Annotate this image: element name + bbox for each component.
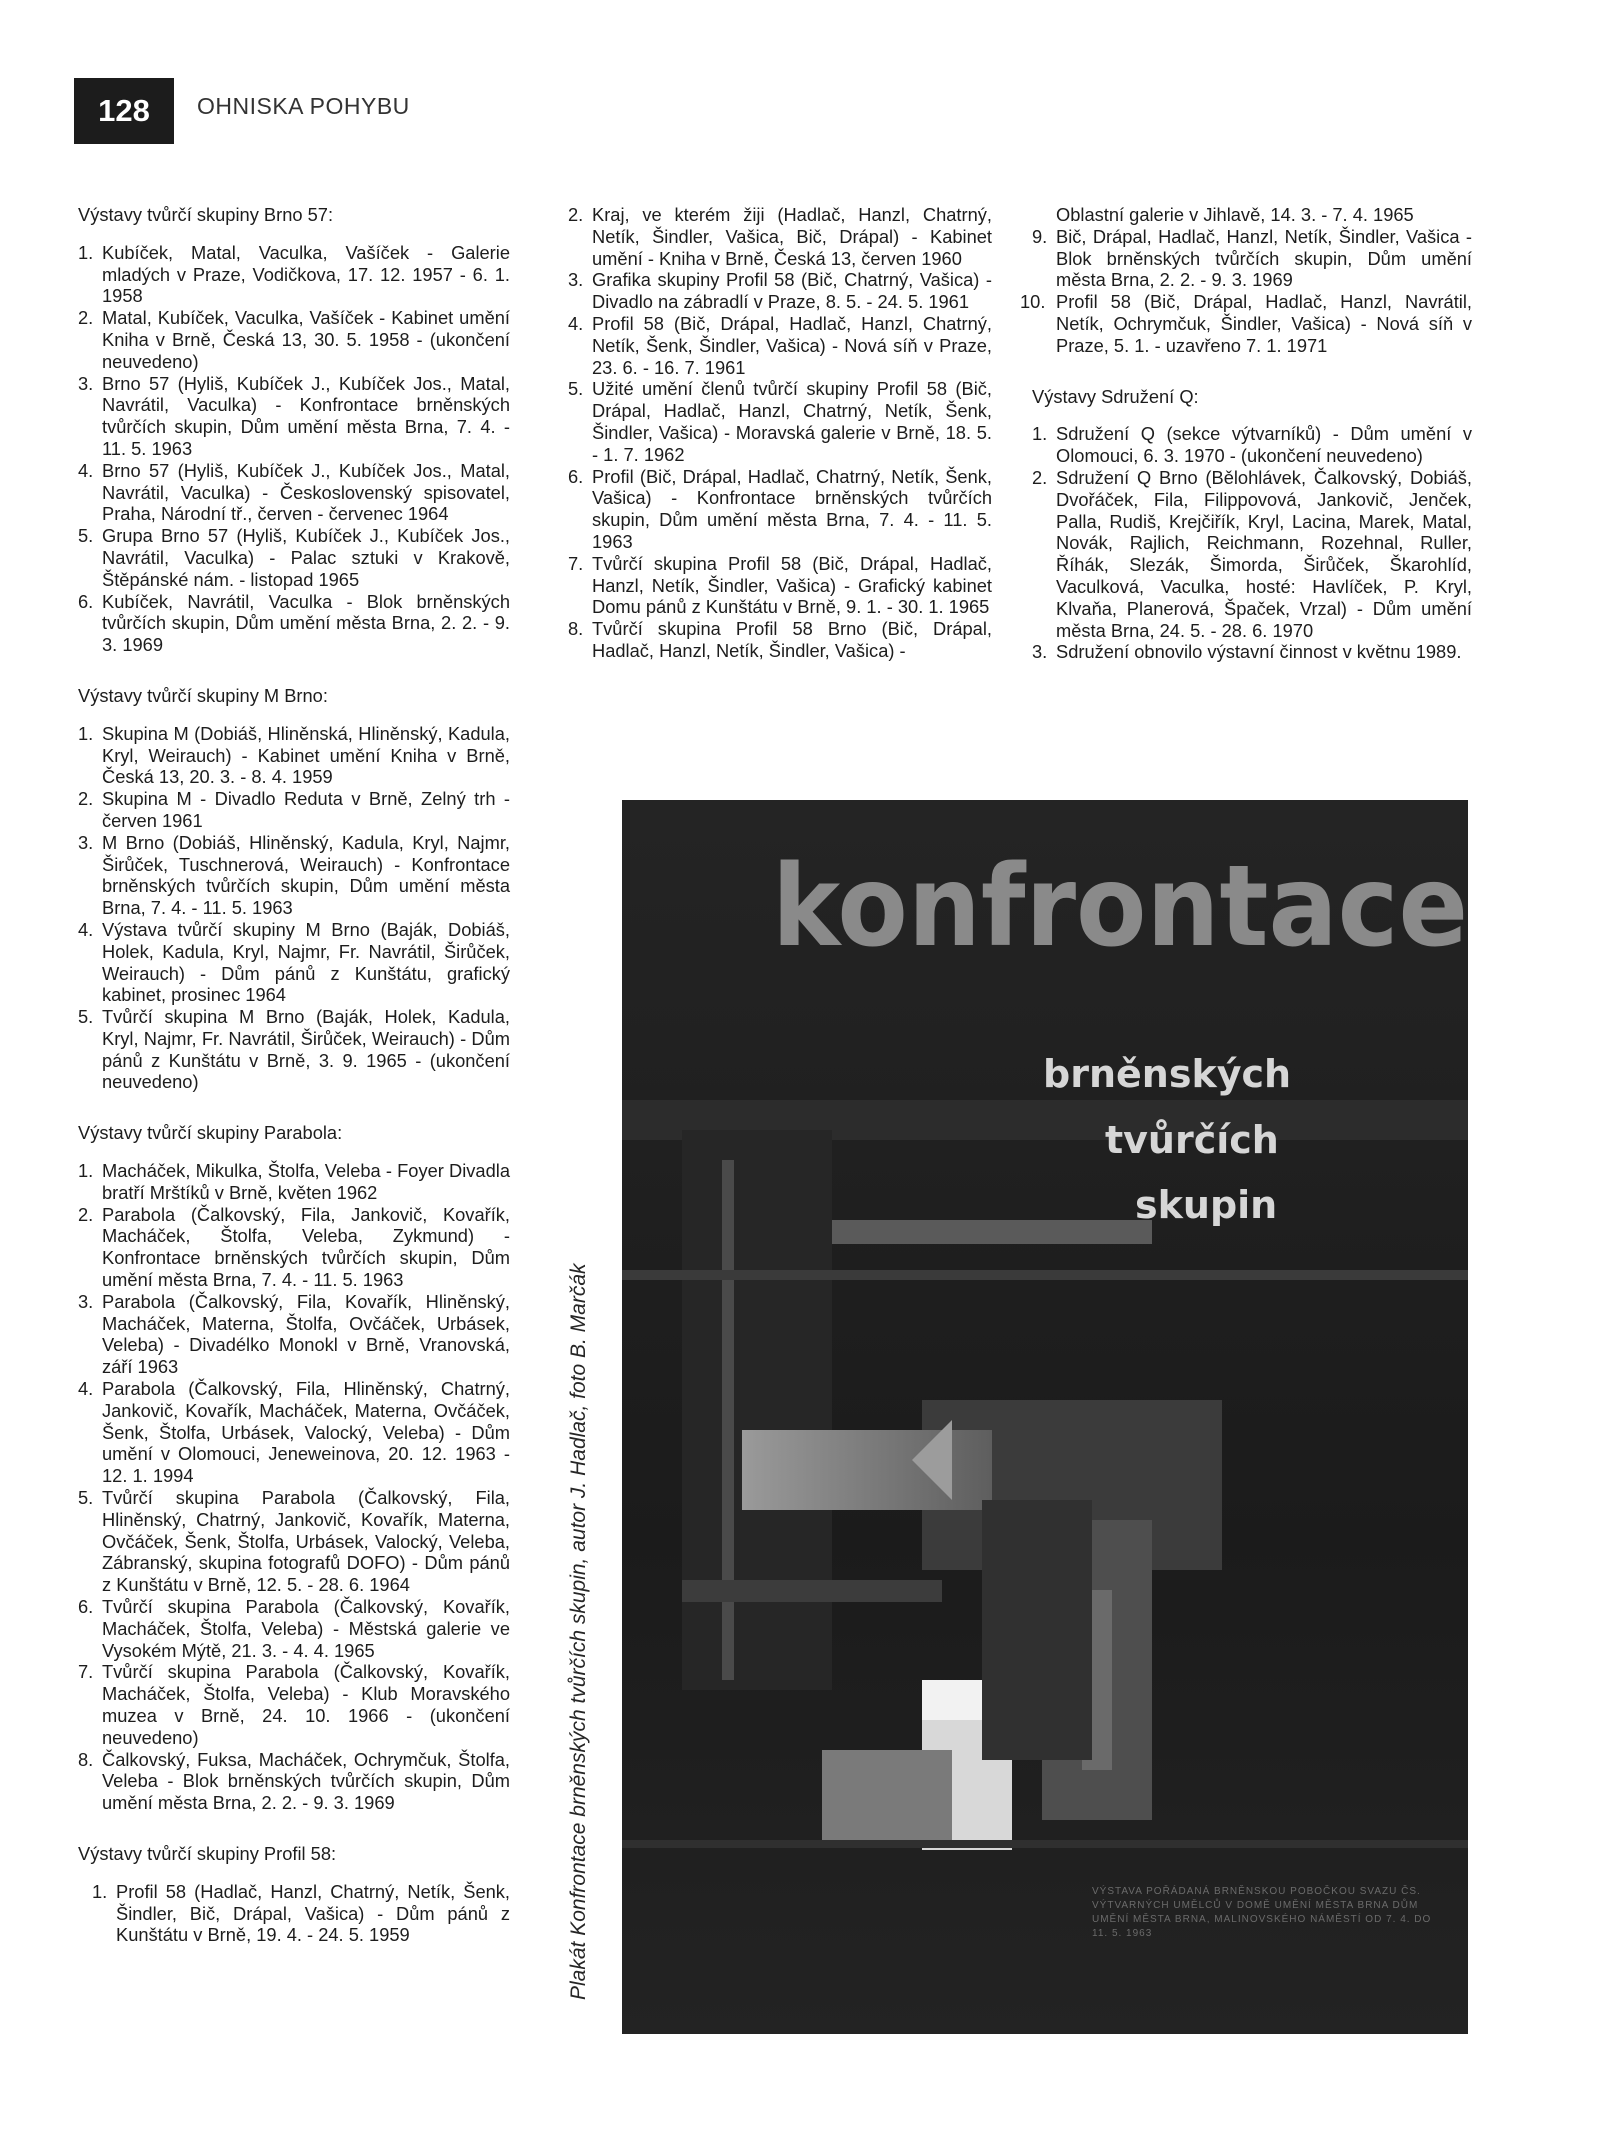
list-item: 2. Kraj, ve kterém žiji (Hadlač, Hanzl, Chatrný, Netík, Šindler, Vašica, Bič, Drápal) - Kabinet umění - Kniha v Brně, Česká 13, červen 1960 [568, 204, 992, 269]
list-item: 8. Čalkovský, Fuksa, Macháček, Ochrymčuk, Štolfa, Veleba - Blok brněnských tvůrčích skupin, Dům umění města Brna, 2. 2. - 9. 3. 1969 [78, 1748, 510, 1814]
list-item: 1. Kubíček, Matal, Vaculka, Vašíček - Galerie mladých v Praze, Vodičkova, 17. 12. 1957 - 6. 1. 1958 [78, 241, 510, 307]
list-profil58-cont [568, 204, 992, 662]
list-item: 5. Tvůrčí skupina Parabola (Čalkovský, Fila, Hliněnský, Chatrný, Jankovič, Kovařík, Materna, Ovčáček, Šenk, Štolfa, Urbásek, Valocký, Veleba, Zábranský, skupina fotografů DOFO) - Dům pánů z Kunštátu v Brně, 12. 5. - 28. 6. 1964 [78, 1487, 510, 1596]
poster-fine-print: VÝSTAVA POŘÁDANÁ BRNĚNSKOU POBOČKOU SVAZU ČS. VÝTVARNÝCH UMĚLCŮ V DOMĚ UMĚNÍ MĚSTA BRNA DŮM UMĚNÍ MĚSTA BRNA, MALINOVSKÉHO NÁMĚSTÍ OD 7. 4. DO 11. 5. 1963 [1092, 1886, 1432, 1939]
poster-line-3: skupin [1135, 1183, 1278, 1227]
list-item: 3. Parabola (Čalkovský, Fila, Kovařík, Hliněnský, Macháček, Materna, Štolfa, Ovčáček, Urbásek, Veleba) - Divadélko Monokl v Brně, Vranovská, září 1963 [78, 1290, 510, 1378]
section-title-profil58: Výstavy tvůrčí skupiny Profil 58: [78, 1842, 337, 1864]
poster-line-1: brněnských [1043, 1052, 1292, 1096]
list-item: 1. Sdružení Q (sekce výtvarníků) - Dům umění v Olomouci, 6. 3. 1970 - (ukončení neuvedeno) [1032, 423, 1472, 467]
list-item: 3. Sdružení obnovilo výstavní činnost v květnu 1989. [1032, 641, 1462, 663]
list-item: 2. Matal, Kubíček, Vaculka, Vašíček - Kabinet umění Kniha v Brně, Česká 13, 30. 5. 1958 - (ukončení neuvedeno) [78, 307, 510, 372]
list-sdruzeniq [1032, 423, 1472, 663]
list-item: 1. Macháček, Mikulka, Štolfa, Veleba - Foyer Divadla bratří Mrštíků v Brně, květen 1962 [78, 1160, 510, 1203]
section-title-mbrno: Výstavy tvůrčí skupiny M Brno: [78, 684, 328, 706]
running-head: OHNISKA POHYBU [197, 93, 410, 119]
list-item: 9. Bič, Drápal, Hadlač, Hanzl, Netík, Šindler, Vašica - Blok brněnských tvůrčích skupin, Dům umění města Brna, 2. 2. - 9. 3. 1969 [1032, 225, 1472, 291]
list-item: 3. Brno 57 (Hyliš, Kubíček J., Kubíček Jos., Matal, Navrátil, Vaculka) - Konfrontace brněnských tvůrčích skupin, Dům umění města Brna, 7. 4. - 11. 5. 1963 [78, 372, 510, 459]
list-item: 7. Tvůrčí skupina Profil 58 (Bič, Drápal, Hadlač, Hanzl, Netík, Šindler, Vašica) - Grafický kabinet Domu pánů z Kunštátu v Brně, 9. 1. - 30. 1. 1965 [568, 552, 992, 618]
poster-title: konfrontace [772, 842, 1468, 972]
poster-fine-print-box [1092, 1885, 1432, 2005]
list-item: 4. Parabola (Čalkovský, Fila, Hliněnský, Chatrný, Jankovič, Kovařík, Macháček, Materna, Ovčáček, Šenk, Štolfa, Urbásek, Valocký, Veleba) - Dům umění v Olomouci, Jeneweinova, 20. 12. 1963 - 12. 1. 1994 [78, 1378, 510, 1487]
poster-artwork [622, 800, 1468, 2034]
list-item: 8. Tvůrčí skupina Profil 58 Brno (Bič, Drápal, Hadlač, Hanzl, Netík, Šindler, Vašica) - [568, 618, 992, 661]
poster-line-2: tvůrčích [1105, 1118, 1279, 1162]
list-item: 10. Profil 58 (Bič, Drápal, Hadlač, Hanzl, Navrátil, Netík, Ochrymčuk, Šindler, Vašica) - Nová síň v Praze, 5. 1. - uzavřeno 7. 1. 1971 [1020, 291, 1472, 356]
list-item: 5. Užité umění členů tvůrčí skupiny Profil 58 (Bič, Drápal, Hadlač, Hanzl, Chatrný, Netík, Šenk, Šindler, Vašica) - Moravská galerie v Brně, 18. 5. - 1. 7. 1962 [568, 378, 992, 465]
list-item: 1. Skupina M (Dobiáš, Hliněnská, Hliněnský, Kadula, Kryl, Weirauch) - Kabinet umění Kniha v Brně, Česká 13, 20. 3. - 8. 4. 1959 [78, 722, 510, 788]
column-3 [1020, 204, 1472, 692]
section-title-parabola: Výstavy tvůrčí skupiny Parabola: [78, 1122, 343, 1144]
list-item: 7. Tvůrčí skupina Parabola (Čalkovský, Kovařík, Macháček, Štolfa, Veleba) - Klub Moravského muzea v Brně, 24. 10. 1966 - (ukončení neuvedeno) [78, 1661, 510, 1748]
column-2 [568, 204, 992, 691]
list-item: 2. Sdružení Q Brno (Bělohlávek, Čalkovský, Dobiáš, Dvořáček, Fila, Filippovová, Jankovič, Jenček, Palla, Rudiš, Krejčiřík, Kryl, Lacina, Marek, Matal, Novák, Rajlich, Reichmann, Rozehnal, Ruller, Říhák, Slezák, Šimorda, Širůček, Škarohlíd, Vaculková, Vaculka, hosté: Havlíček, P. Kryl, Klvaňa, Planerová, Špaček, Vrzal) - Dům umění města Brna, 24. 5. - 28. 6. 1970 [1032, 466, 1472, 641]
section-title-sdruzeniq: Výstavy Sdružení Q: [1032, 385, 1199, 407]
page-number: 128 [74, 78, 174, 144]
list-item: 2. Parabola (Čalkovský, Fila, Jankovič, Kovařík, Macháček, Štolfa, Veleba, Zykmund) - Konfrontace brněnských tvůrčích skupin, Dům umění města Brna, 7. 4. - 11. 5. 1963 [78, 1203, 510, 1291]
list-parabola [78, 1160, 510, 1814]
list-item: 3. Grafika skupiny Profil 58 (Bič, Chatrný, Vašica) - Divadlo na zábradlí v Praze, 8. 5. - 24. 5. 1961 [568, 269, 992, 313]
list-item: 6. Profil (Bič, Drápal, Hadlač, Chatrný, Netík, Šenk, Vašica) - Konfrontace brněnských tvůrčích skupin, Dům umění města Brna, 7. 4. - 11. 5. 1963 [568, 465, 992, 552]
list-item: 5. Grupa Brno 57 (Hyliš, Kubíček J., Kubíček Jos., Navrátil, Vaculka) - Palac sztuki v Krakově, Štěpánské nám. - listopad 1965 [78, 525, 510, 590]
list-item: 1. Profil 58 (Hadlač, Hanzl, Chatrný, Netík, Šenk, Šindler, Bič, Drápal, Vašica) - Dům pánů z Kunštátu v Brně, 19. 4. - 24. 5. 1959 [92, 1880, 510, 1946]
list-item: 4. Brno 57 (Hyliš, Kubíček J., Kubíček Jos., Matal, Navrátil, Vaculka) - Československý spisovatel, Praha, Národní tř., červen - červenec 1964 [78, 459, 510, 525]
list-profil58-end [1020, 225, 1472, 357]
list-item: 6. Kubíček, Navrátil, Vaculka - Blok brněnských tvůrčích skupin, Dům umění města Brna, 2. 2. - 9. 3. 1969 [78, 590, 510, 656]
list-brno57 [78, 242, 510, 656]
section-title-brno57: Výstavy tvůrčí skupiny Brno 57: [78, 204, 334, 225]
list-item: 4. Profil 58 (Bič, Drápal, Hadlač, Hanzl, Chatrný, Netík, Šenk, Šindler, Vašica) - Nová síň v Praze, 23. 6. - 16. 7. 1961 [568, 312, 992, 378]
list-item: 2. Skupina M - Divadlo Reduta v Brně, Zelný trh - červen 1961 [78, 788, 510, 831]
list-item-continuation: Oblastní galerie v Jihlavě, 14. 3. - 7. 4. 1965 [1056, 204, 1414, 225]
list-item: 5. Tvůrčí skupina M Brno (Baják, Holek, Kadula, Kryl, Najmr, Fr. Navrátil, Širůček, Weirauch) - Dům pánů z Kunštátu v Brně, 3. 9. 1965 - (ukončení neuvedeno) [78, 1006, 510, 1093]
list-item: 4. Výstava tvůrčí skupiny M Brno (Baják, Dobiáš, Holek, Kadula, Kryl, Najmr, Fr. Navrátil, Širůček, Weirauch) - Dům pánů z Kunštátu, grafický kabinet, prosinec 1964 [78, 918, 510, 1006]
list-mbrno [78, 723, 510, 1094]
list-item: 6. Tvůrčí skupina Parabola (Čalkovský, Kovařík, Macháček, Štolfa, Veleba) - Městská galerie ve Vysokém Mýtě, 21. 3. - 4. 4. 1965 [78, 1596, 510, 1661]
poster-image [622, 800, 1468, 2034]
list-profil58 [78, 1881, 510, 1946]
list-item: 3. M Brno (Dobiáš, Hliněnský, Kadula, Kryl, Najmr, Širůček, Tuschnerová, Weirauch) - Konfrontace brněnských tvůrčích skupin, Dům umění města Brna, 7. 4. - 11. 5. 1963 [78, 831, 510, 919]
image-caption: Plakát Konfrontace brněnských tvůrčích skupin, autor J. Hadlač, foto B. Marčák [567, 1263, 590, 2000]
column-1 [78, 204, 510, 1975]
